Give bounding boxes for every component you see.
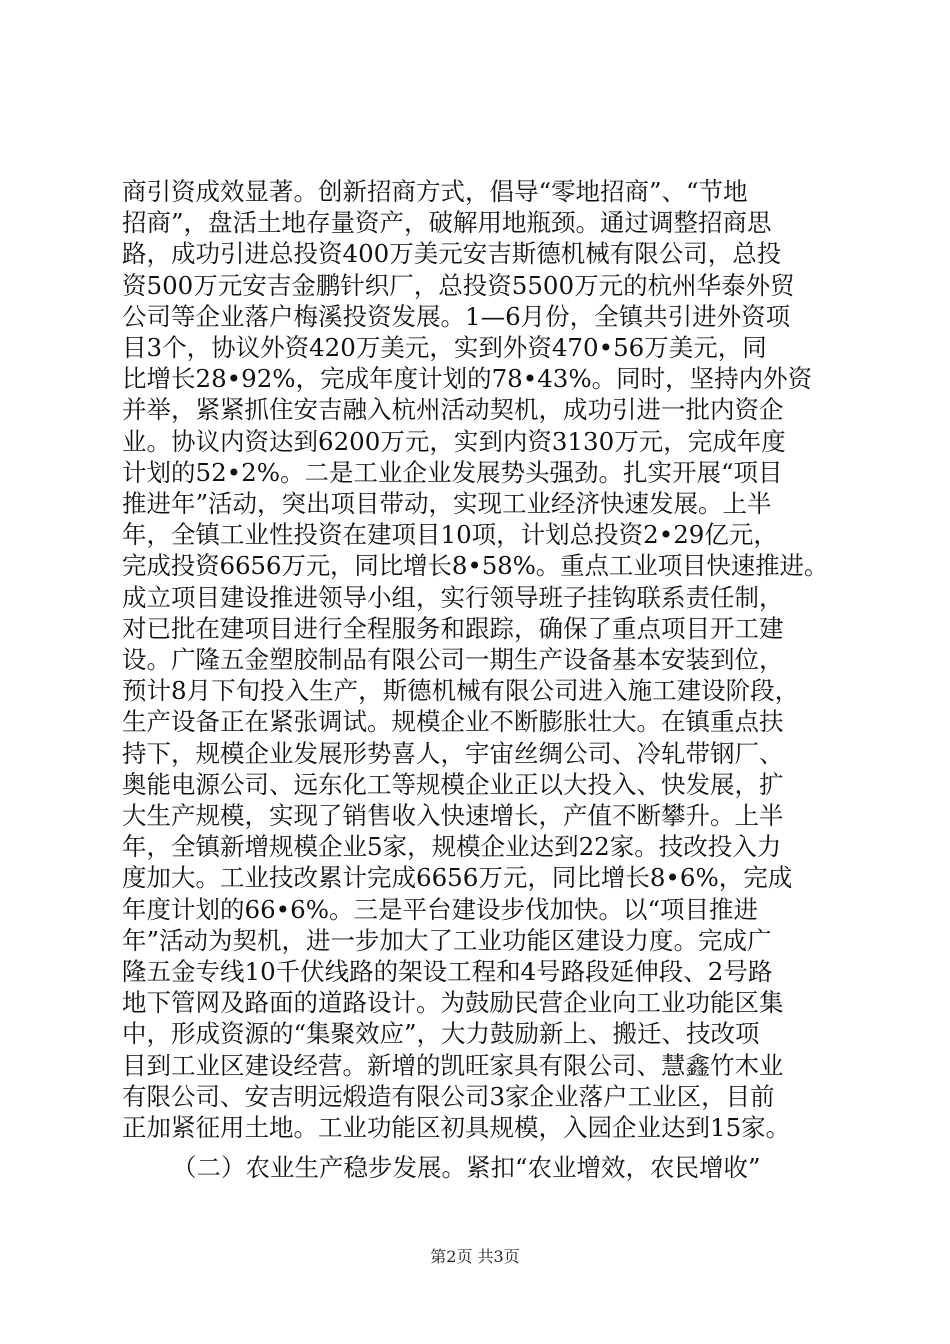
text-line: 预计8月下旬投入生产，斯德机械有限公司进入施工建设阶段，: [122, 676, 800, 706]
body-paragraph: [122, 176, 828, 1143]
text-line: 奥能电源公司、远东化工等规模企业正以大投入、快发展，扩: [122, 769, 784, 799]
text-line: 招商”，盘活土地存量资产，破解用地瓶颈。通过调整招商思: [122, 208, 772, 238]
text-line: 持下，规模企业发展形势喜人，宇宙丝绸公司、冷轧带钢厂、: [122, 738, 784, 768]
text-line: 目3个，协议外资420万美元，实到外资470•56万美元，同: [122, 333, 767, 363]
text-line: 商引资成效显著。创新招商方式，倡导“零地招商”、“节地: [122, 177, 748, 206]
text-line: 资500万元安吉金鹏针织厂，总投资5500万元的杭州华泰外贸: [122, 270, 795, 300]
text-line: 度加大。工业技改累计完成6656万元，同比增长8•6%，完成: [122, 863, 793, 893]
text-line: 年，全镇工业性投资在建项目10项，计划总投资2•29亿元，: [122, 520, 778, 550]
text-line: 业。协议内资达到6200万元，实到内资3130万元，完成年度: [122, 426, 786, 456]
text-line: 隆五金专线10千伏线路的架设工程和4号路段延伸段、2号路: [122, 957, 773, 987]
text-line: 设。广隆五金塑胶制品有限公司一期生产设备基本安装到位，: [122, 645, 784, 675]
text-line: 地下管网及路面的道路设计。为鼓励民营企业向工业功能区集: [122, 988, 784, 1018]
text-line: 推进年”活动，突出项目带动，实现工业经济快速发展。上半: [122, 489, 772, 519]
text-line: 年”活动为契机，进一步加大了工业功能区建设力度。完成广: [122, 925, 772, 955]
text-line: 公司等企业落户梅溪投资发展。1—6月份，全镇共引进外资项: [122, 301, 791, 331]
text-line: 路，成功引进总投资400万美元安吉斯德机械有限公司，总投: [122, 239, 782, 269]
text-line: 对已批在建项目进行全程服务和跟踪，确保了重点项目开工建: [122, 613, 784, 643]
section-heading-paragraph: （二）农业生产稳步发展。紧扣“农业增效，农民增收”: [172, 1153, 761, 1182]
text-line: 完成投资6656万元，同比增长8•58%。重点工业项目快速推进。: [122, 551, 828, 581]
text-line: 有限公司、安吉明远煅造有限公司3家企业落户工业区，目前: [122, 1081, 775, 1111]
text-line: 正加紧征用土地。工业功能区初具规模，入园企业达到15家。: [122, 1113, 791, 1143]
text-line: 比增长28•92%，完成年度计划的78•43%。同时，坚持内外资: [122, 364, 813, 394]
text-line: 中，形成资源的“集聚效应”，大力鼓励新上、搬迁、技改项: [122, 1019, 760, 1049]
text-line: 并举，紧紧抓住安吉融入杭州活动契机，成功引进一批内资企: [122, 395, 784, 425]
text-line: 成立项目建设推进领导小组，实行领导班子挂钩联系责任制，: [122, 582, 784, 612]
text-line: 大生产规模，实现了销售收入快速增长，产值不断攀升。上半: [122, 801, 784, 831]
text-line: 年，全镇新增规模企业5家，规模企业达到22家。技改投入力: [122, 832, 782, 862]
page-footer: 第2页 共3页: [430, 1247, 520, 1266]
text-line: 计划的52•2%。二是工业企业发展势头强劲。扎实开展“项目: [122, 457, 783, 487]
text-line: 生产设备正在紧张调试。规模企业不断膨胀壮大。在镇重点扶: [122, 707, 784, 737]
text-line: 年度计划的66•6%。三是平台建设步伐加快。以“项目推进: [122, 894, 759, 924]
text-line: 目到工业区建设经营。新增的凯旺家具有限公司、慧鑫竹木业: [122, 1050, 784, 1080]
